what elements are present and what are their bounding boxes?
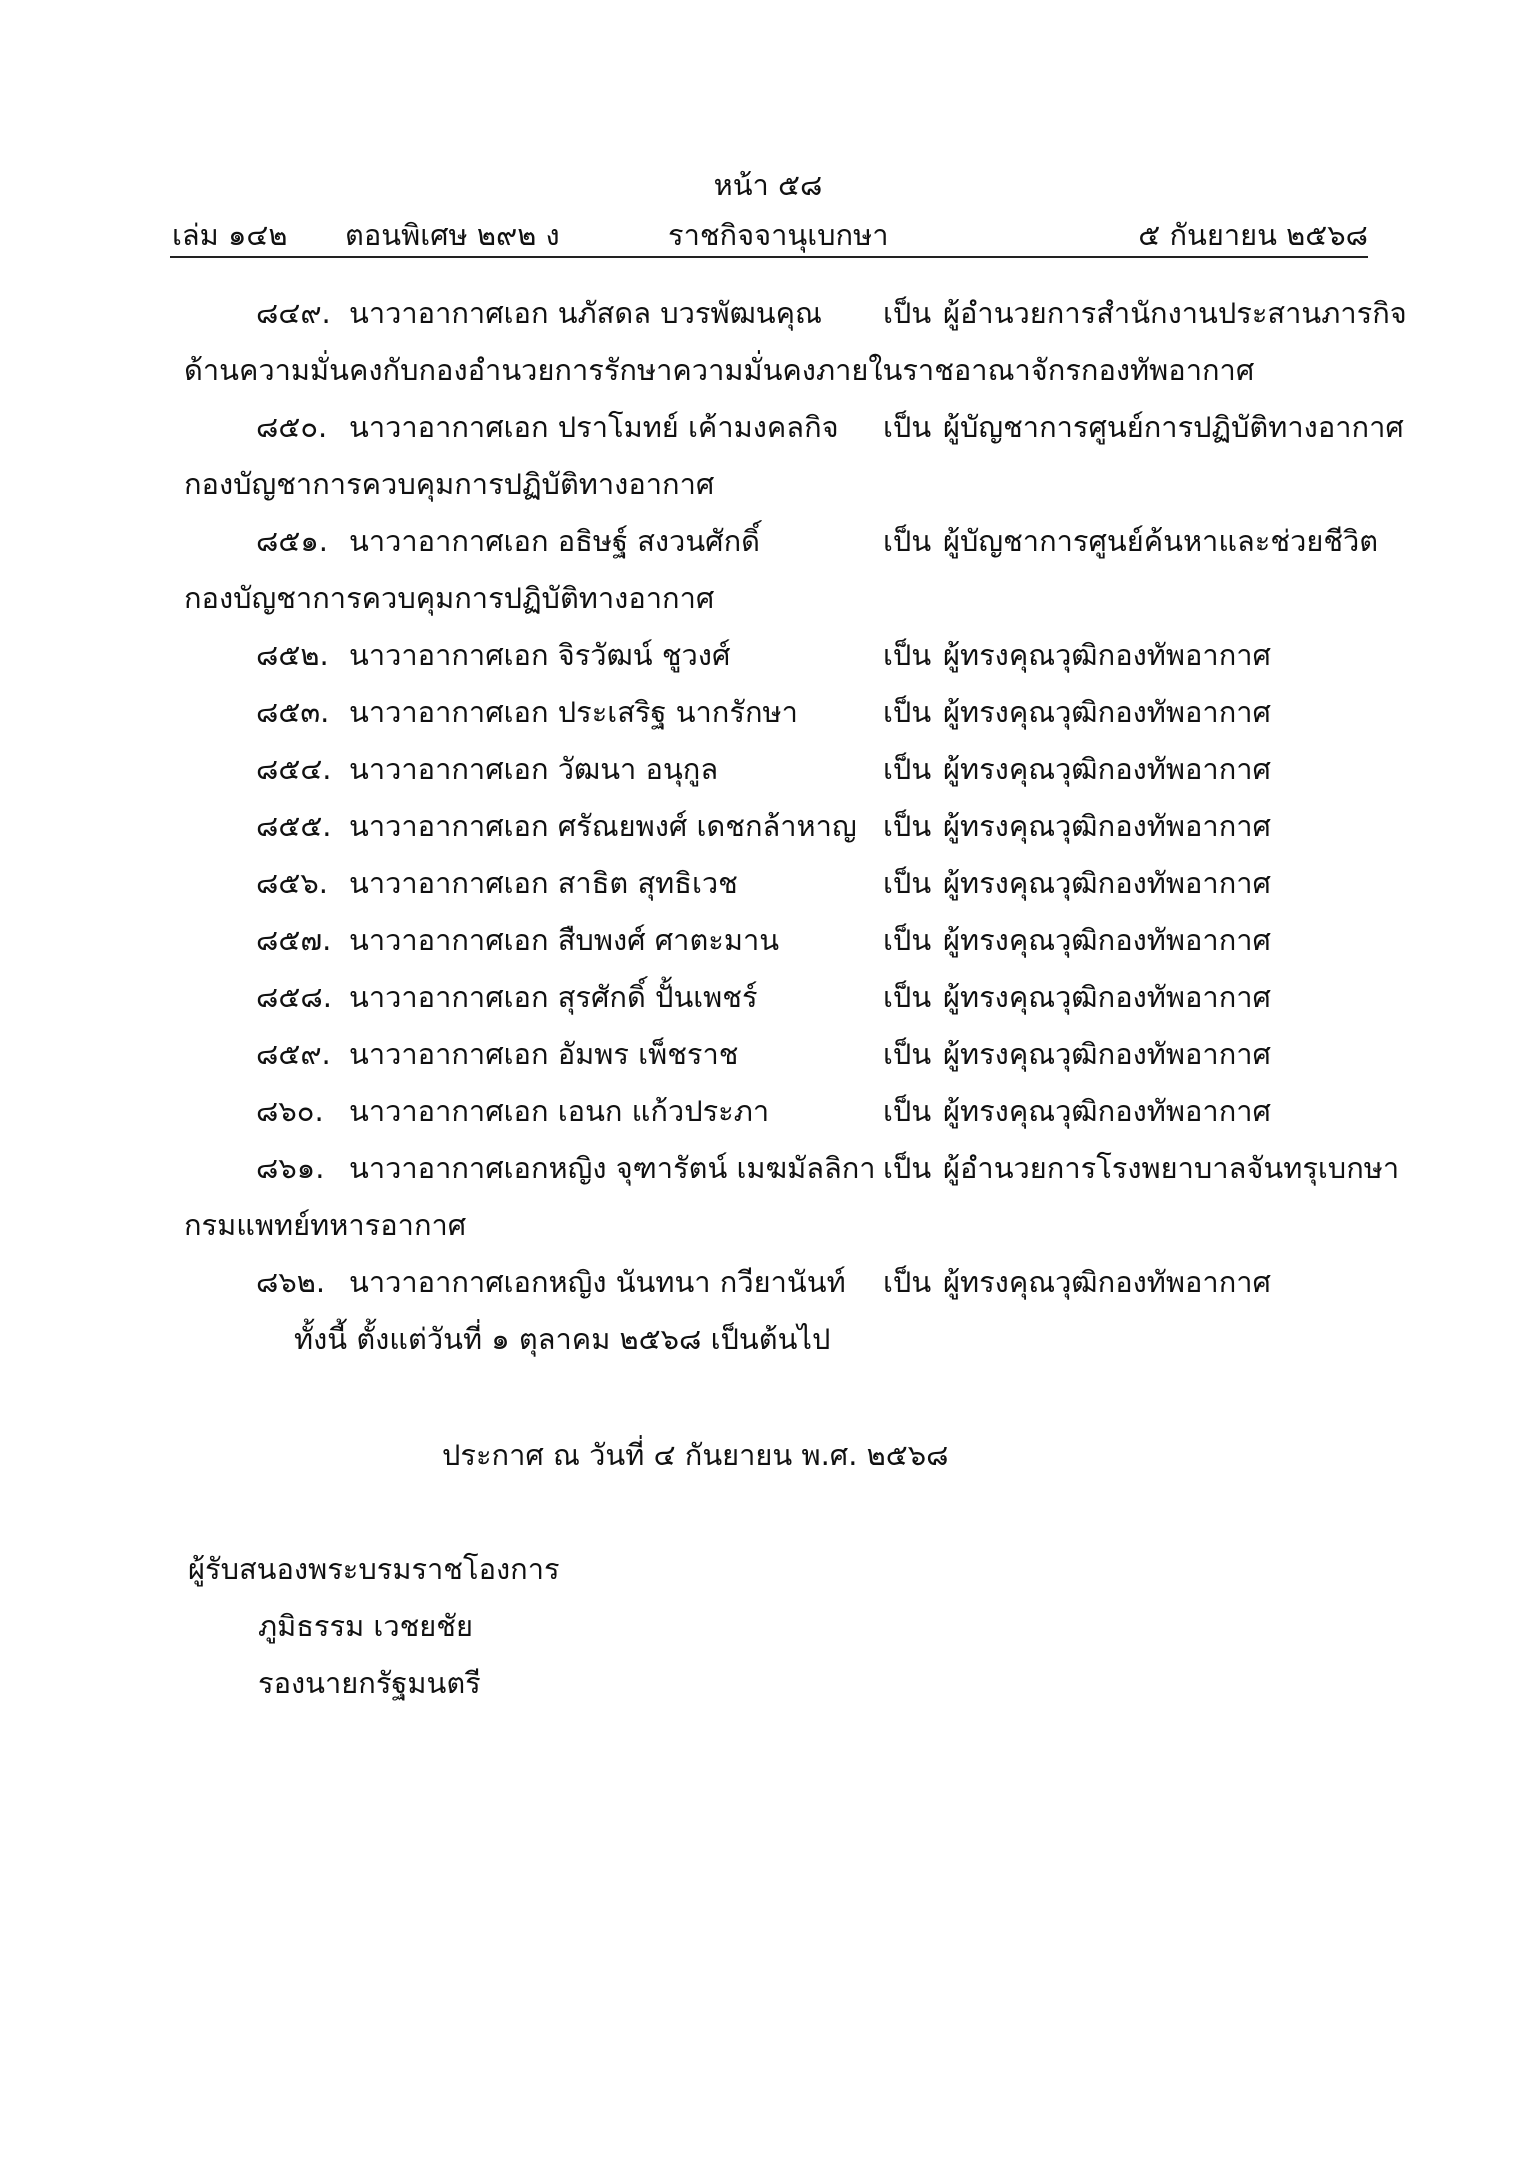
entry-verb: เป็น	[883, 695, 932, 729]
section-label: ตอนพิเศษ ๒๙๒ ง	[345, 218, 560, 252]
entry-verb: เป็น	[883, 809, 932, 843]
entry-name: นาวาอากาศเอก อัมพร เพ็ชราช	[349, 1037, 739, 1071]
entry-number: ๘๖๒.	[256, 1265, 326, 1299]
entry-verb: เป็น	[883, 923, 932, 957]
entry-verb: เป็น	[883, 1037, 932, 1071]
entry-position: ผู้บัญชาการศูนย์ค้นหาและช่วยชีวิต	[943, 524, 1379, 558]
signatory-title: รองนายกรัฐมนตรี	[258, 1666, 481, 1700]
page-number: หน้า ๕๘	[713, 168, 823, 202]
entry-position: ผู้ทรงคุณวุฒิกองทัพอากาศ	[943, 695, 1271, 729]
header-divider	[170, 256, 1368, 258]
entry-name: นาวาอากาศเอก จิรวัฒน์ ชูวงศ์	[349, 638, 731, 672]
entry-verb: เป็น	[883, 524, 932, 558]
entry-verb: เป็น	[883, 296, 932, 330]
announcement-date: ประกาศ ณ วันที่ ๔ กันยายน พ.ศ. ๒๕๖๘	[442, 1438, 949, 1472]
entry-number: ๘๔๙.	[256, 296, 331, 330]
entry-position: ผู้อำนวยการสำนักงานประสานภารกิจ	[943, 296, 1407, 330]
entry-name: นาวาอากาศเอกหญิง จุฑารัตน์ เมฆมัลลิกา	[349, 1151, 876, 1185]
header-date: ๕ กันยายน ๒๕๖๘	[1138, 218, 1368, 252]
entry-number: ๘๖๐.	[256, 1094, 324, 1128]
entry-position: ผู้ทรงคุณวุฒิกองทัพอากาศ	[943, 1265, 1271, 1299]
entry-number: ๘๕๘.	[256, 980, 332, 1014]
entry-position: ผู้อำนวยการโรงพยาบาลจันทรุเบกษา	[943, 1151, 1400, 1185]
entry-verb: เป็น	[883, 638, 932, 672]
entry-name: นาวาอากาศเอกหญิง นันทนา กวียานันท์	[349, 1265, 846, 1299]
entry-name: นาวาอากาศเอก สาธิต สุทธิเวช	[349, 866, 738, 900]
entry-number: ๘๕๕.	[256, 809, 332, 843]
entry-number: ๘๕๖.	[256, 866, 328, 900]
volume-label: เล่ม ๑๔๒	[172, 218, 288, 252]
entry-position: ผู้ทรงคุณวุฒิกองทัพอากาศ	[943, 638, 1271, 672]
entry-position: ผู้ทรงคุณวุฒิกองทัพอากาศ	[943, 923, 1271, 957]
entry-name: นาวาอากาศเอก ปราโมทย์ เค้ามงคลกิจ	[349, 410, 839, 444]
entry-continuation: กรมแพทย์ทหารอากาศ	[184, 1208, 467, 1242]
signatory-name: ภูมิธรรม เวชยชัย	[258, 1609, 473, 1643]
entry-continuation: กองบัญชาการควบคุมการปฏิบัติทางอากาศ	[184, 467, 715, 501]
signature-role: ผู้รับสนองพระบรมราชโองการ	[188, 1552, 560, 1586]
entry-name: นาวาอากาศเอก วัฒนา อนุกูล	[349, 752, 719, 786]
entry-verb: เป็น	[883, 1094, 932, 1128]
publication-name: ราชกิจจานุเบกษา	[668, 218, 889, 252]
entry-verb: เป็น	[883, 1151, 932, 1185]
entry-number: ๘๕๓.	[256, 695, 330, 729]
entry-name: นาวาอากาศเอก ศรัณยพงศ์ เดชกล้าหาญ	[349, 809, 857, 843]
entry-position: ผู้ทรงคุณวุฒิกองทัพอากาศ	[943, 866, 1271, 900]
effective-date-text: ทั้งนี้ ตั้งแต่วันที่ ๑ ตุลาคม ๒๕๖๘ เป็นต้นไป	[294, 1322, 831, 1356]
entry-continuation: ด้านความมั่นคงกับกองอำนวยการรักษาความมั่นคงภายในราชอาณาจักรกองทัพอากาศ	[184, 353, 1255, 387]
entry-position: ผู้ทรงคุณวุฒิกองทัพอากาศ	[943, 1094, 1271, 1128]
entry-number: ๘๕๙.	[256, 1037, 331, 1071]
entry-number: ๘๖๑.	[256, 1151, 325, 1185]
entry-name: นาวาอากาศเอก สืบพงศ์ ศาตะมาน	[349, 923, 780, 957]
entry-verb: เป็น	[883, 866, 932, 900]
entry-name: นาวาอากาศเอก อธิษฐ์ สงวนศักดิ์	[349, 524, 760, 558]
entry-position: ผู้ทรงคุณวุฒิกองทัพอากาศ	[943, 809, 1271, 843]
entry-number: ๘๕๔.	[256, 752, 332, 786]
entry-verb: เป็น	[883, 752, 932, 786]
entry-name: นาวาอากาศเอก ประเสริฐ นากรักษา	[349, 695, 798, 729]
entry-position: ผู้ทรงคุณวุฒิกองทัพอากาศ	[943, 980, 1271, 1014]
entry-position: ผู้บัญชาการศูนย์การปฏิบัติทางอากาศ	[943, 410, 1404, 444]
entry-name: นาวาอากาศเอก สุรศักดิ์ ปั้นเพชร์	[349, 980, 758, 1014]
entry-number: ๘๕๐.	[256, 410, 328, 444]
entry-name: นาวาอากาศเอก นภัสดล บวรพัฒนคุณ	[349, 296, 822, 330]
entry-position: ผู้ทรงคุณวุฒิกองทัพอากาศ	[943, 1037, 1271, 1071]
entry-verb: เป็น	[883, 410, 932, 444]
entry-position: ผู้ทรงคุณวุฒิกองทัพอากาศ	[943, 752, 1271, 786]
entry-verb: เป็น	[883, 1265, 932, 1299]
entry-name: นาวาอากาศเอก เอนก แก้วประภา	[349, 1094, 770, 1128]
entry-verb: เป็น	[883, 980, 932, 1014]
entry-number: ๘๕๒.	[256, 638, 329, 672]
entry-continuation: กองบัญชาการควบคุมการปฏิบัติทางอากาศ	[184, 581, 715, 615]
entry-number: ๘๕๗.	[256, 923, 332, 957]
entry-number: ๘๕๑.	[256, 524, 328, 558]
